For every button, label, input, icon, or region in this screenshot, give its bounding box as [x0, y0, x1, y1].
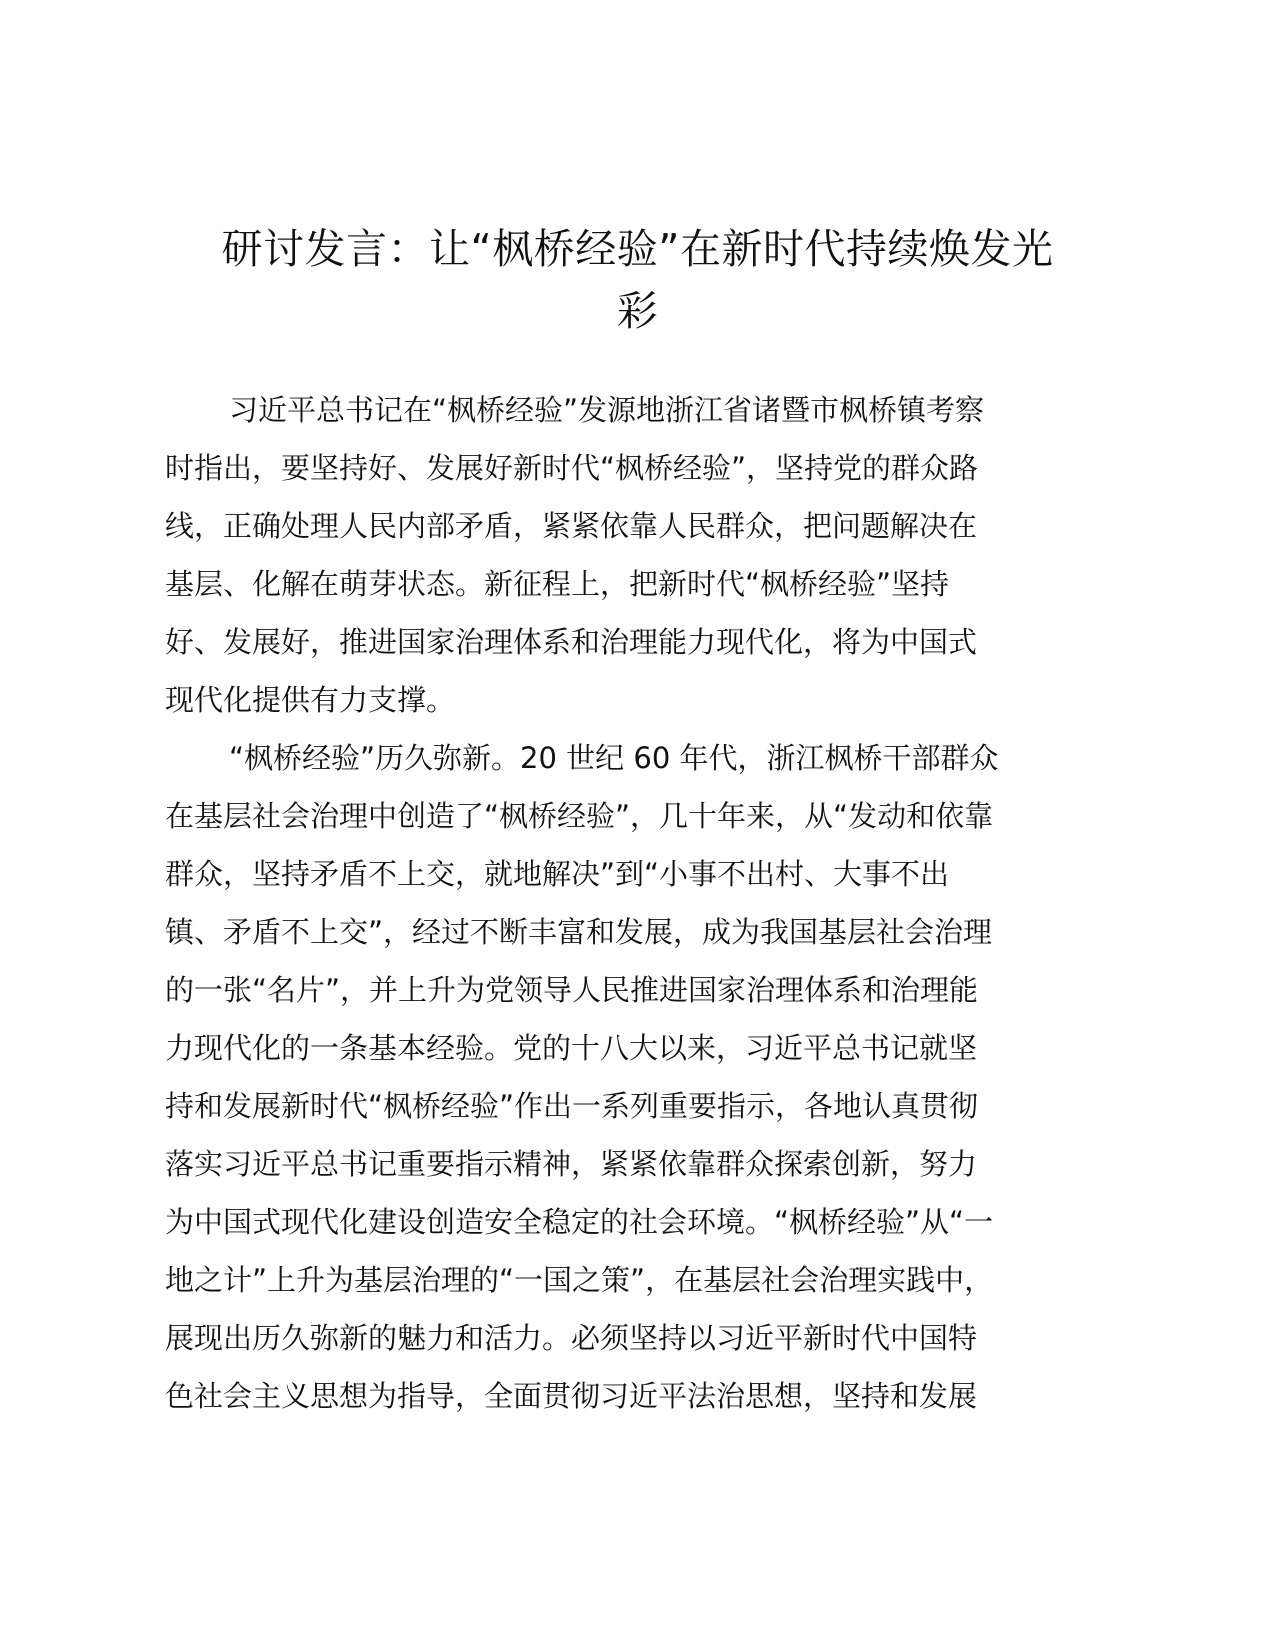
paragraph-line: 色社会主义思想为指导，全面贯彻习近平法治思想，坚持和发展	[165, 1379, 978, 1413]
paragraph-line: 为中国式现代化建设创造安全稳定的社会环境。“枫桥经验”从“一	[165, 1205, 994, 1239]
paragraph-line: 线，正确处理人民内部矛盾，紧紧依靠人民群众，把问题解决在	[165, 509, 978, 543]
paragraph-line: 持和发展新时代“枫桥经验”作出一系列重要指示，各地认真贯彻	[165, 1089, 979, 1123]
paragraph-line: 群众，坚持矛盾不上交，就地解决”到“小事不出村、大事不出	[165, 857, 950, 891]
document-body	[165, 381, 1110, 1425]
paragraph-1	[165, 381, 1110, 729]
paragraph-line: 的一张“名片”，并上升为党领导人民推进国家治理体系和治理能	[165, 973, 979, 1007]
paragraph-line: 展现出历久弥新的魅力和活力。必须坚持以习近平新时代中国特	[165, 1321, 978, 1355]
paragraph-line: 时指出，要坚持好、发展好新时代“枫桥经验”，坚持党的群众路	[165, 451, 979, 485]
document-title	[165, 218, 1110, 342]
paragraph-line: “枫桥经验”历久弥新。20 世纪 60 年代，浙江枫桥干部群众	[229, 741, 999, 775]
paragraph-line: 基层、化解在萌芽状态。新征程上，把新时代“枫桥经验”坚持	[165, 567, 950, 601]
title-line: 彩	[616, 287, 659, 335]
title-line: 研讨发言：让“枫桥经验”在新时代持续焕发光	[221, 225, 1054, 273]
paragraph-line: 在基层社会治理中创造了“枫桥经验”，几十年来，从“发动和依靠	[165, 799, 994, 833]
paragraph-line: 地之计”上升为基层治理的“一国之策”，在基层社会治理实践中，	[165, 1263, 994, 1297]
paragraph-2	[165, 729, 1110, 1425]
paragraph-line: 落实习近平总书记重要指示精神，紧紧依靠群众探索创新，努力	[165, 1147, 978, 1181]
paragraph-line: 好、发展好，推进国家治理体系和治理能力现代化，将为中国式	[165, 625, 978, 659]
paragraph-line: 现代化提供有力支撑。	[165, 683, 456, 717]
paragraph-line: 镇、矛盾不上交”，经过不断丰富和发展，成为我国基层社会治理	[165, 915, 993, 949]
paragraph-line: 习近平总书记在“枫桥经验”发源地浙江省诸暨市枫桥镇考察	[229, 393, 985, 427]
paragraph-line: 力现代化的一条基本经验。党的十八大以来，习近平总书记就坚	[165, 1031, 978, 1065]
